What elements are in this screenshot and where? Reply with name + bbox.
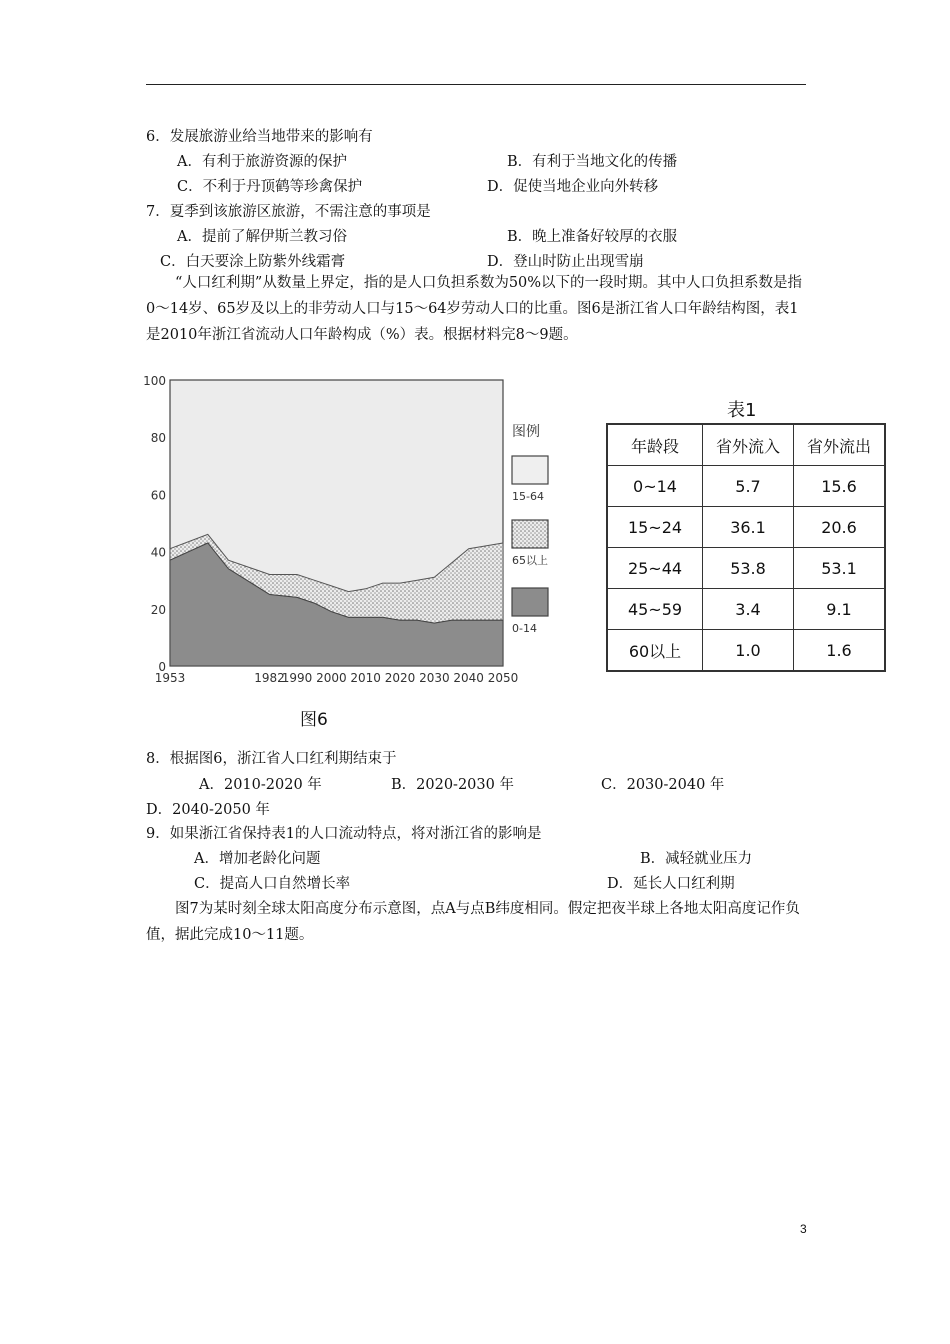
y-tick-label: 40 [150,545,166,560]
table-cell: 25~44 [607,548,703,589]
table-cell: 20.6 [794,507,886,548]
table-row [607,630,885,672]
population-age-chart [140,370,580,700]
q7-option-c: C．白天要涂上防紫外线霜膏 [160,254,346,270]
x-tick-label: 1990 [281,671,313,685]
q8-option-d: D．2040-2050 年 [146,802,270,818]
q8-option-a: A．2010-2020 年 [199,777,322,793]
table-1 [606,423,886,672]
table-row [607,589,885,630]
figure-6-caption: 图6 [300,710,328,730]
q7-option-a: A．提前了解伊斯兰教习俗 [177,229,347,245]
table-1-title: 表1 [727,400,757,421]
table-header-cell: 省外流入 [703,424,794,466]
y-tick-label: 100 [143,374,166,388]
table-cell: 36.1 [703,507,794,548]
table-cell: 53.8 [703,548,794,589]
q6-option-b: B．有利于当地文化的传播 [507,154,678,170]
legend-title: 图例 [512,424,540,440]
q8-option-c: C．2030-2040 年 [601,777,725,793]
q8-stem: 8．根据图6，浙江省人口红利期结束于 [146,751,397,767]
legend-swatch [512,588,548,616]
x-tick-label: 2040 [453,671,484,685]
x-tick-label: 2050 [487,671,519,685]
x-tick-label: 2030 [419,671,450,685]
intro-paragraph-10-11: 图7为某时刻全球太阳高度分布示意图，点A与点B纬度相同。假定把夜半球上各地太阳高度记作负值，据此完成10～11题。 [146,901,800,943]
table-cell: 0~14 [607,466,703,507]
y-tick-label: 20 [150,602,166,617]
y-tick-label: 60 [150,488,166,503]
q6-option-d: D．促使当地企业向外转移 [487,179,659,195]
legend-swatch [512,456,548,484]
q9-option-a: A．增加老龄化问题 [194,851,321,867]
table-cell: 1.0 [703,630,794,672]
table-cell: 60以上 [607,630,703,672]
table-cell: 15~24 [607,507,703,548]
table-row [607,548,885,589]
table-cell: 15.6 [794,466,886,507]
table-header-cell: 省外流出 [794,424,886,466]
table-cell: 1.6 [794,630,886,672]
legend-swatch [512,520,548,548]
q8-option-b: B．2020-2030 年 [391,777,514,793]
table-cell: 9.1 [794,589,886,630]
table-cell: 45~59 [607,589,703,630]
q6-option-c: C．不利于丹顶鹤等珍禽保护 [177,179,363,195]
intro-paragraph-8-9: “人口红利期”从数量上界定，指的是人口负担系数为50%以下的一段时期。其中人口负担系数是指0～14岁、65岁及以上的非劳动人口与15～64岁劳动人口的比重。图6是浙江省人口年龄结构图，表1是2010年浙江省流动人口年龄构成（%）表。根据材料完8～9题。 [146,275,803,343]
x-tick-label: 2020 [384,671,416,685]
q7-stem: 7．夏季到该旅游区旅游，不需注意的事项是 [146,204,431,220]
q9-stem: 9．如果浙江省保持表1的人口流动特点，将对浙江省的影响是 [146,826,542,842]
y-tick-label: 0 [158,660,166,674]
table-cell: 3.4 [703,589,794,630]
x-tick-label: 2000 [316,671,347,685]
page-number: 3 [800,1222,807,1236]
q9-option-c: C．提高人口自然增长率 [194,876,351,892]
table-header-row [607,424,885,466]
q9-option-b: B．减轻就业压力 [640,851,753,867]
table-cell: 5.7 [703,466,794,507]
q6-stem: 6．发展旅游业给当地带来的影响有 [146,129,373,145]
table-header-cell: 年龄段 [607,424,703,466]
q7-option-b: B．晚上准备好较厚的衣服 [507,229,678,245]
legend-label: 0-14 [512,622,537,635]
y-tick-label: 80 [150,431,166,446]
table-row [607,466,885,507]
x-tick-label: 1982 [254,671,285,685]
x-tick-label: 2010 [350,671,381,685]
q7-option-d: D．登山时防止出现雪崩 [487,254,644,270]
legend-label: 15-64 [512,490,544,503]
figure-6 [140,370,580,704]
header-rule [146,84,806,85]
x-tick-label: 1953 [154,671,186,685]
q9-option-d: D．延长人口红利期 [607,876,735,892]
q6-option-a: A．有利于旅游资源的保护 [177,154,347,170]
table-cell: 53.1 [794,548,886,589]
legend-label: 65以上 [512,554,548,567]
table-row [607,507,885,548]
